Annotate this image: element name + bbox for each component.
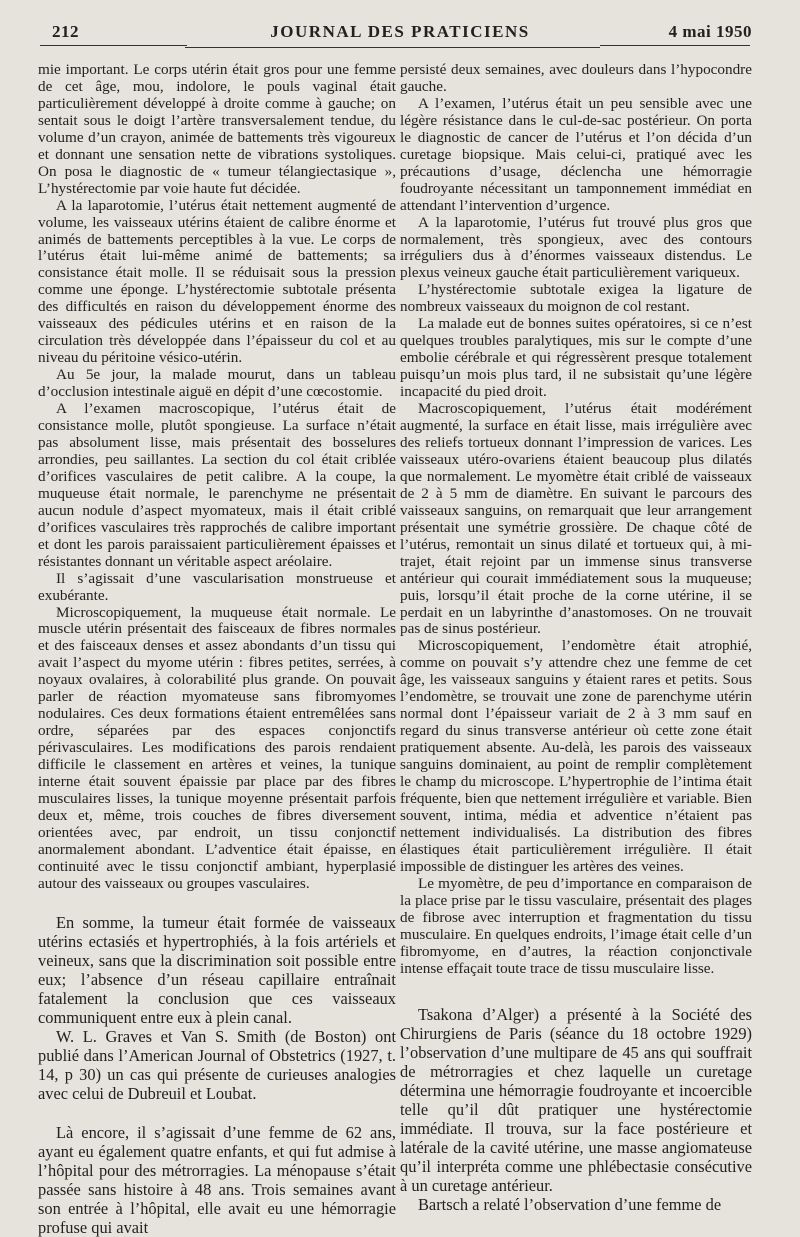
paragraph: L’hystérectomie subtotale exigea la ligature de nombreux vaisseaux du moignon de col restant. xyxy=(400,281,752,316)
header-rule-right xyxy=(600,45,750,46)
page-header xyxy=(20,18,780,48)
paragraph: mie important. Le corps utérin était gros pour une femme de cet âge, mou, indolore, le pouls vaginal était particulièrement développé à droite comme à gauche; on sentait sous le doigt l’artère transversalement tendue, du volume d’un crayon, animée de battements très vigoureux et donnant une sensation nette de vibrations systoliques. On posa le diagnostic de « tumeur télangiectasique », L’hystérectomie par voie haute fut décidée. xyxy=(38,61,396,197)
section-gap xyxy=(400,977,752,1005)
paragraph: Microscopiquement, la muqueuse était normale. Le muscle utérin présentait des faisceaux de fibres normales et des faisceaux denses et assez abondants d’un tissu qui avait l’aspect du myome utérin : fibres petites, serrées, à noyaux ovalaires, à colorabilité plus grande. On pouvait parler de réaction myomateuse sans fibromyomes nodulaires. Ces deux formations étaient entremêlées sans ordre, séparées par des espaces conjonctifs périvasculaires. Les modifications des parois rendaient difficile le classement en artères et veines, la tunique interne était souvent épaissie par place par des fibres musculaires lisses, la tunique moyenne présentait parfois deux et, même, trois couches de fibres diversement orientées avec, par endroit, un tissu conjonctif anormalement abondant. L’adventice était épaisse, en continuité avec le tissu conjonctif ambiant, hyperplasié autour des vaisseaux ou groupes vasculaires. xyxy=(38,603,396,892)
paragraph: A la laparotomie, l’utérus fut trouvé plus gros que normalement, très spongieux, avec des contours irréguliers dus à d’énormes vaisseaux distendus. Le plexus veineux gauche était particulièrement variqueux. xyxy=(400,213,752,282)
section-gap xyxy=(38,893,396,913)
paragraph: W. L. Graves et Van S. Smith (de Boston) ont publié dans l’American Journal of Obstetrics (1927, t. 14, p 30) un cas qui présente de curieuses analogies avec celui de Dubreuil et Loubat. xyxy=(38,1026,396,1103)
paragraph: Macroscopiquement, l’utérus était modérément augmenté, la surface en était lisse, mais irrégulière avec des reliefs tortueux donnant l’impression de varices. Les vaisseaux utéro-ovariens étaient beaucoup plus dilatés que normalement. Le myomètre était criblé de vaisseaux de 2 à 5 mm de diamètre. En suivant le parcours des vaisseaux sanguins, on remarquait que leur arrangement présentait une symétrie grossière. De chaque côté de l’utérus, remontait un sinus dilaté et tortueux qui, à mi-trajet, était rejoint par un immense sinus transverse antérieur qui courait immédiatement sous la muqueuse; puis, lorsqu’il était proche de la corne utérine, il se perdait en un labyrinthe d’anastomoses. On ne trouvait pas de sinus postérieur. xyxy=(400,400,752,638)
right-column xyxy=(400,62,752,1214)
header-rule-middle xyxy=(185,47,600,48)
paragraph: Le myomètre, de peu d’importance en comparaison de la place prise par le tissu vasculaire, présentait des plages de fibrose avec interruption et fragmentation du tissu musculaire. En quelques endroits, l’image était celle d’un fibromyome, en d’autres, la réaction conjonctivale intense effaçait toute trace de tissu musculaire lisse. xyxy=(400,874,752,977)
paragraph: Microscopiquement, l’endomètre était atrophié, comme on pouvait s’y attendre chez une femme de cet âge, les vaisseaux sanguins y étaient rares et petits. Sous l’endomètre, se trouvait une zone de parenchyme utérin normal dont l’épaisseur variait de 2 à 3 mm sauf en regard du sinus transverse antérieur où cette zone était pratiquement absente. Au-delà, les parois des vaisseaux sanguins dominaient, au point de remplir complètement le champ du microscope. L’hypertrophie de l’intima était fréquente, bien que nettement irrégulière et variable. Bien souvent, intima, média et adventice n’étaient pas nettement individualisés. La distribution des fibres élastiques était particulièrement irrégulière. Il était impossible de distinguer les artères des veines. xyxy=(400,637,752,875)
paragraph: En somme, la tumeur était formée de vaisseaux utérins ectasiés et hypertrophiés, à la fois artériels et veineux, sans que la discrimination soit possible entre eux; l’absence d’un réseau capillaire entraînait fatalement la conclusion que ces vaisseaux communiquent entre eux à plein canal. xyxy=(38,912,396,1027)
paragraph: A l’examen, l’utérus était un peu sensible avec une légère résistance dans le cul-de-sac postérieur. On porta le diagnostic de cancer de l’utérus et l’on décida d’un curetage biopsique. Mais celui-ci, pratiqué avec les précautions d’usage, déclencha une hémorragie foudroyante nécessitant un tamponnement immédiat en attendant l’intervention d’urgence. xyxy=(400,94,752,214)
paragraph: Tsakona d’Alger) a présenté à la Société des Chirurgiens de Paris (séance du 18 octobre 1929) l’observation d’une multipare de 45 ans qui souffrait de métrorragies et chez laquelle un curetage détermina une hémorragie foudroyante et incoercible telle qu’il dût pratiquer une hystérectomie immédiate. Il trouva, sur la face postérieure et latérale de la cavité utérine, une masse angiomateuse qu’il interpréta comme une phlébectasie consécutive à un curetage antérieur. xyxy=(400,1005,752,1196)
journal-title: JOURNAL DES PRATICIENS xyxy=(270,22,530,41)
paragraph: La malade eut de bonnes suites opératoires, si ce n’est quelques troubles paralytiques, mis sur le compte d’une embolie cérébrale et qui régressèrent presque totalement puisqu’un mois plus tard, il ne subsistait qu’une légère incapacité du pied droit. xyxy=(400,315,752,401)
paragraph: Il s’agissait d’une vascularisation monstrueuse et exubérante. xyxy=(38,569,396,604)
left-column xyxy=(38,62,396,1237)
paragraph: persisté deux semaines, avec douleurs dans l’hypocondre gauche. xyxy=(400,61,752,95)
issue-date: 4 mai 1950 xyxy=(668,22,752,41)
paragraph: Bartsch a relaté l’observation d’une femme de xyxy=(418,1195,722,1215)
paragraph: Là encore, il s’agissait d’une femme de 62 ans, ayant eu également quatre enfants, et qui fut admise à l’hôpital pour des métrorragies. La ménopause s’était passée sans histoire à 48 ans. Trois semaines avant son entrée à l’hôpital, elle avait eu une hémorragie profuse qui avait xyxy=(38,1122,396,1237)
page-number: 212 xyxy=(52,22,79,41)
paragraph: A la laparotomie, l’utérus était nettement augmenté de volume, les vaisseaux utérins étaient de calibre énorme et animés de battements perceptibles à la vue. Le corps de l’utérus était lui-même animé de battements; sa consistance était molle. Il se réduisait sous la pression comme une éponge. L’hystérectomie subtotale présenta des difficultés en raison du développement énorme des vaisseaux des pédicules utérins et en raison de la circulation très développée dans l’épaisseur du col et au niveau du péritoine vésico-utérin. xyxy=(38,196,396,367)
section-gap xyxy=(38,1103,396,1123)
paragraph: Au 5e jour, la malade mourut, dans un tableau d’occlusion intestinale aiguë en dépit d’une cœcostomie. xyxy=(38,366,396,401)
paragraph: A l’examen macroscopique, l’utérus était de consistance molle, plutôt spongieuse. La surface n’était pas absolument lisse, mais présentait des bosselures arrondies, peu saillantes. La section du col était criblée d’orifices vasculaires de petit calibre. A la coupe, la muqueuse était normale, le parenchyme ne présentait aucun nodule d’aspect myomateux, mais il était criblé d’orifices vasculaires très rapprochés de calibre important et dont les parois paraissaient particulièrement épaisses et résistantes donnant un véritable aspect aréolaire. xyxy=(38,400,396,570)
header-rule-left xyxy=(40,45,187,46)
